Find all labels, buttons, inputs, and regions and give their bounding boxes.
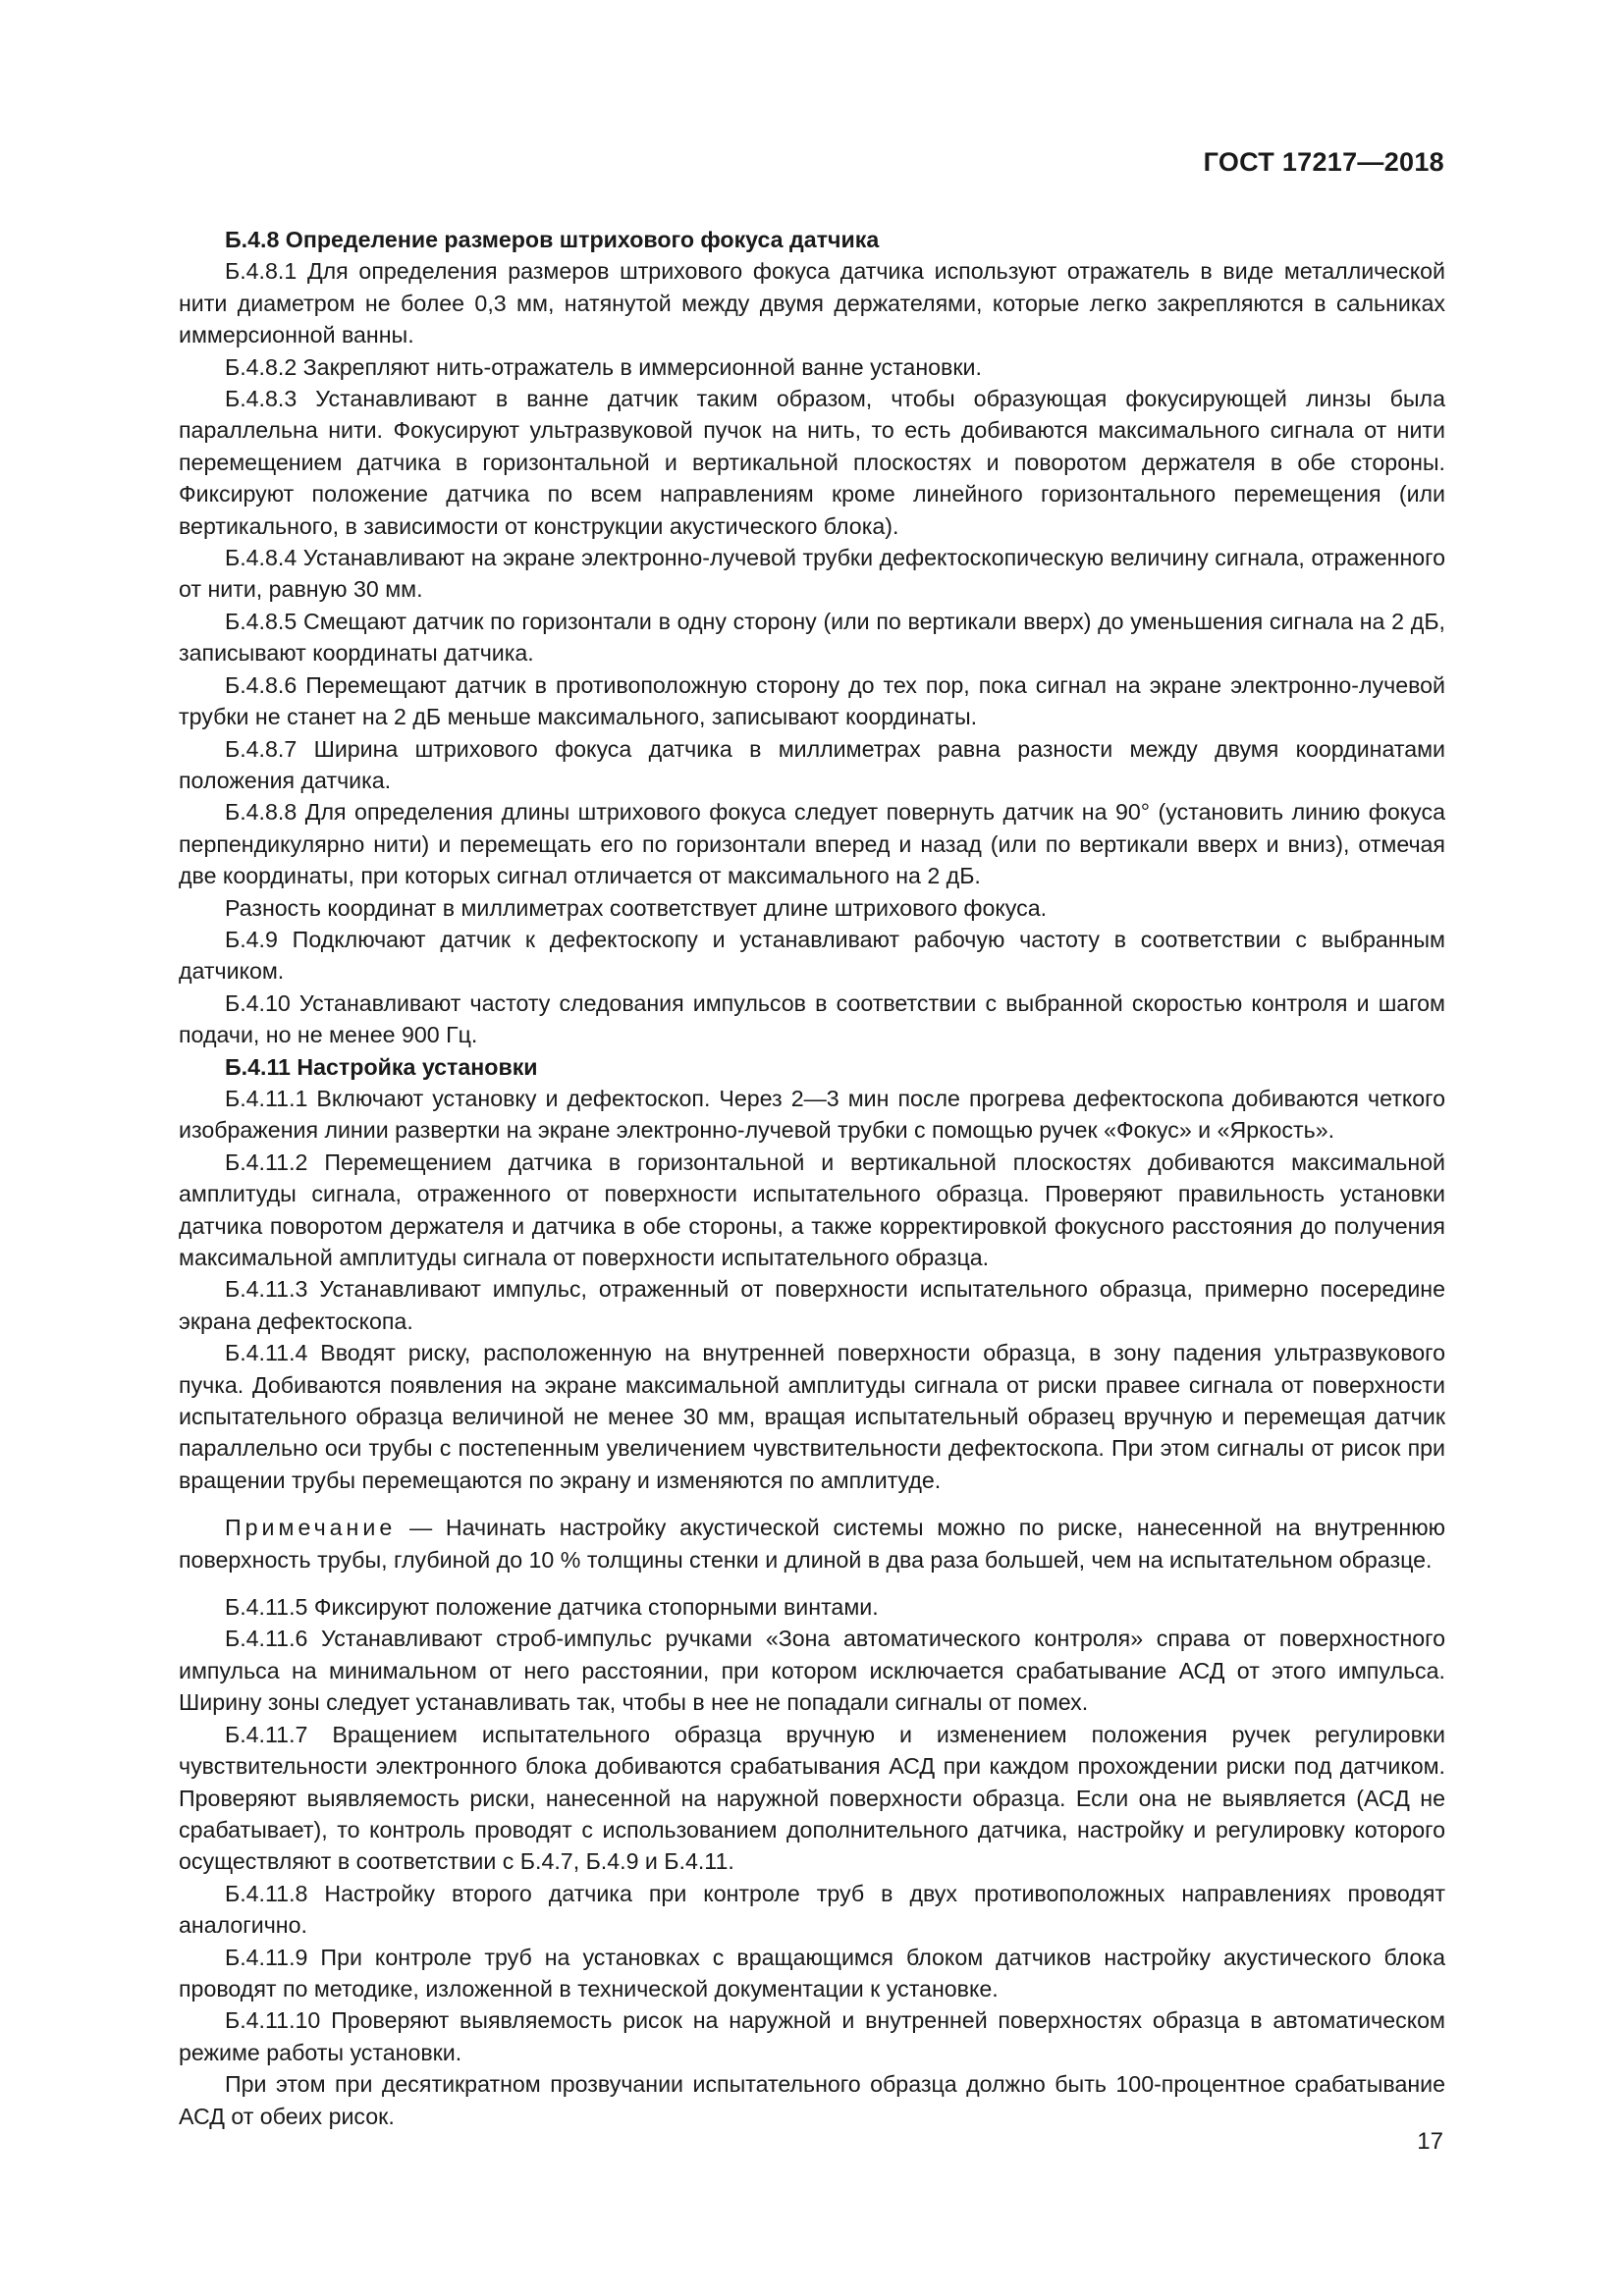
paragraph: Б.4.9 Подключают датчик к дефектоскопу и устанавливают рабочую частоту в соответствии с выбранным датчиком. [179,926,1445,985]
section-heading: Б.4.8 Определение размеров штрихового фокуса датчика [225,227,880,252]
paragraph: Б.4.8.4 Устанавливают на экране электронно-лучевой трубки дефектоскопическую величину сигнала, отраженного от нити, равную 30 мм. [179,545,1445,603]
paragraph: Б.4.10 Устанавливают частоту следования импульсов в соответствии с выбранной скоростью контроля и шагом подачи, но не менее 900 Гц. [179,989,1445,1048]
paragraph: Б.4.11.1 Включают установку и дефектоскоп. Через 2—3 мин после прогрева дефектоскопа добиваются четкого изображения линии развертки на экране электронно-лучевой трубки с помощью ручек «Фокус» и «Яркость». [179,1085,1445,1144]
document-body [179,224,1445,2132]
note-label: Примечание [225,1515,397,1541]
paragraph: Б.4.11.4 Вводят риску, расположенную на внутренней поверхности образца, в зону падения ультразвукового пучка. Добиваются появления на экране максимальной амплитуды сигнала от риски правее сигнала от поверхности испытательного образца величиной не менее 30 мм, вращая испытательный образец вручную и перемещая датчик параллельно оси трубы с постепенным увеличением чувствительности дефектоскопа. При этом сигналы от рисок при вращении трубы перемещаются по экрану и изменяются по амплитуде. [179,1340,1445,1493]
paragraph: Б.4.11.10 Проверяют выявляемость рисок на наружной и внутренней поверхностях образца в автоматическом режиме работы установки. [179,2007,1445,2065]
page-number: 17 [1417,2128,1443,2155]
paragraph: Разность координат в миллиметрах соответствует длине штрихового фокуса. [225,894,1048,921]
paragraph: Б.4.11.5 Фиксируют положение датчика стопорными винтами. [225,1594,879,1621]
document-code: ГОСТ 17217—2018 [1203,147,1444,177]
paragraph: Б.4.11.9 При контроле труб на установках с вращающимся блоком датчиков настройку акустического блока проводят по методике, изложенной в технической документации к установке. [179,1944,1445,2002]
paragraph: Б.4.11.3 Устанавливают импульс, отраженный от поверхности испытательного образца, примерно посередине экрана дефектоскопа. [179,1276,1445,1334]
paragraph: Б.4.11.8 Настройку второго датчика при контроле труб в двух противоположных направлениях проводят аналогично. [179,1880,1445,1939]
paragraph: Б.4.8.1 Для определения размеров штрихового фокуса датчика используют отражатель в виде металлической нити диаметром не более 0,3 мм, натянутой между двумя держателями, которые легко закрепляются в сальниках иммерсионной ванны. [179,258,1445,348]
paragraph: При этом при десятикратном прозвучании испытательного образца должно быть 100-процентное срабатывание АСД от обеих рисок. [179,2071,1445,2129]
paragraph: Б.4.8.6 Перемещают датчик в противоположную сторону до тех пор, пока сигнал на экране электронно-лучевой трубки не станет на 2 дБ меньше максимального, записывают координаты. [179,671,1445,730]
note-text: — Начинать настройку акустической системы можно по риске, нанесенной на внутреннюю поверхность трубы, глубиной до 10 % толщины стенки и длиной в два раза большей, чем на испытательном образце. [179,1515,1445,1573]
paragraph: Б.4.11.2 Перемещением датчика в горизонтальной и вертикальной плоскостях добиваются максимальной амплитуды сигнала, отраженного от поверхности испытательного образца. Проверяют правильность установки датчика поворотом держателя и датчика в обе стороны, а также корректировкой фокусного расстояния до получения максимальной амплитуды сигнала от поверхности испытательного образца. [179,1148,1445,1270]
paragraph: Б.4.8.3 Устанавливают в ванне датчик таким образом, чтобы образующая фокусирующей линзы была параллельна нити. Фокусируют ультразвуковой пучок на нить, то есть добиваются максимального сигнала от нити перемещением датчика в горизонтальной и вертикальной плоскостях и поворотом держателя в обе стороны. Фиксируют положение датчика по всем направлениям кроме линейного горизонтального перемещения (или вертикального, в зависимости от конструкции акустического блока). [179,386,1445,539]
paragraph: Б.4.8.5 Смещают датчик по горизонтали в одну сторону (или по вертикали вверх) до уменьшения сигнала на 2 дБ, записывают координаты датчика. [179,608,1445,667]
paragraph: Б.4.11.7 Вращением испытательного образца вручную и изменением положения ручек регулировки чувствительности электронного блока добиваются срабатывания АСД при каждом прохождении риски под датчиком. Проверяют выявляемость риски, нанесенной на наружной поверхности образца. Если она не выявляется (АСД не срабатывает), то контроль проводят с использованием дополнительного датчика, настройку и регулировку которого осуществляют в соответствии с Б.4.7, Б.4.9 и Б.4.11. [179,1721,1445,1875]
section-heading: Б.4.11 Настройка установки [225,1053,538,1080]
note-paragraph [179,1512,1445,1575]
paragraph: Б.4.8.8 Для определения длины штрихового фокуса следует повернуть датчик на 90° (установить линию фокуса перпендикулярно нити) и перемещать его по горизонтали вперед и назад (или по вертикали вверх и вниз), отмечая две координаты, при которых сигнал отличается от максимального на 2 дБ. [179,799,1445,889]
paragraph: Б.4.11.6 Устанавливают строб-импульс ручками «Зона автоматического контроля» справа от поверхностного импульса на минимальном от него расстоянии, при котором исключается срабатывание АСД от этого импульса. Ширину зоны следует устанавливать так, чтобы в нее не попадали сигналы от помех. [179,1626,1445,1716]
paragraph: Б.4.8.7 Ширина штрихового фокуса датчика в миллиметрах равна разности между двумя координатами положения датчика. [179,735,1445,793]
paragraph: Б.4.8.2 Закрепляют нить-отражатель в иммерсионной ванне установки. [225,353,982,380]
